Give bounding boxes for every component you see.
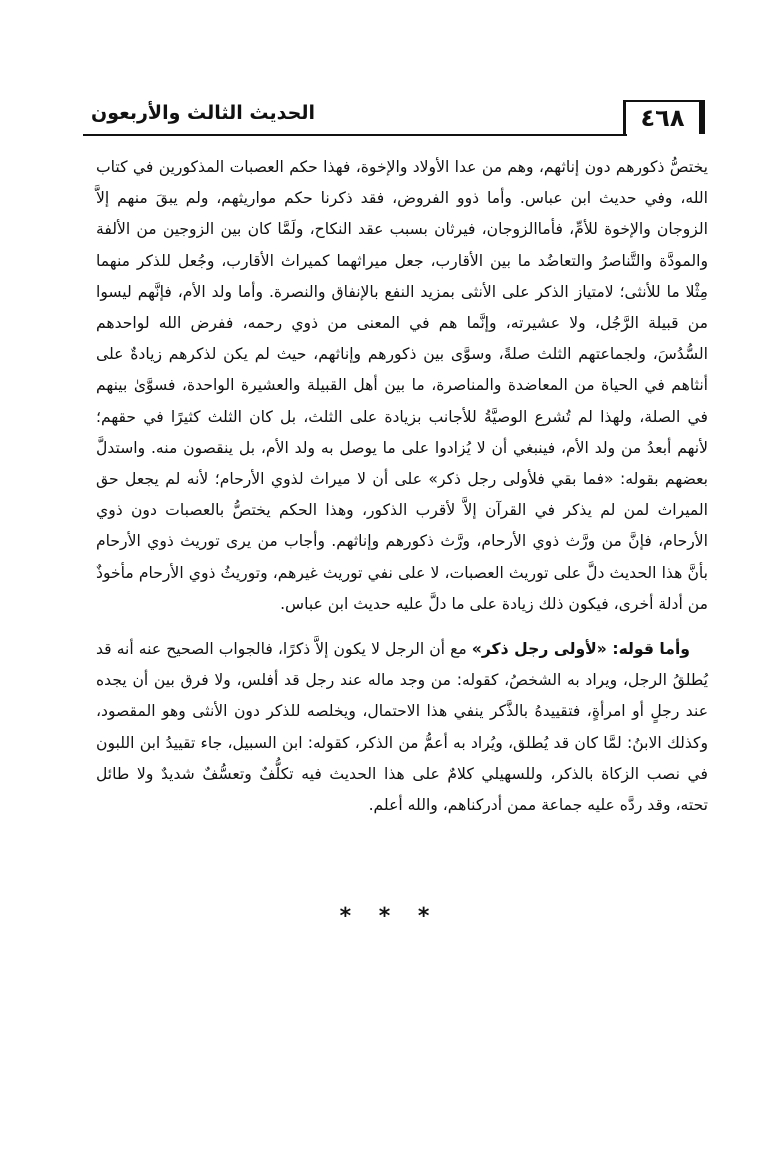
page-header bbox=[83, 96, 705, 140]
body-text bbox=[96, 152, 708, 821]
running-title: الحديث الثالث والأربعون bbox=[91, 102, 315, 124]
paragraph-text: مع أن الرجل لا يكون إلاَّ ذكرًا، فالجواب الصحيح عنه أنه قد يُطلقُ الرجل، ويراد به الشخصُ، كقوله: من وجد ماله عند رجل قد أفلس، ولا فرق بين أن يجده عند رجلٍ أو امرأةٍ، فتقييدهُ بالذَّكر ينفي هذا الاحتمال، ويخلصه للذكر دون الأنثى وهو المقصود، وكذلك الابنُ: لمَّا كان قد يُطلق، ويُراد به أعمُّ من الذكر، كقوله: ابن السبيل، جاء تقييدُ ابن اللبون في نصب الزكاة بالذكر، وللسهيلي كلامٌ على هذا الحديث فيه تكلُّفٌ وتعسُّفٌ شديدٌ ولا طائل تحته، وقد ردَّه عليه جماعة ممن أدركناهم، والله أعلم. bbox=[96, 640, 708, 815]
page-number-text: ٤٦٨ bbox=[640, 104, 685, 132]
paragraph bbox=[96, 634, 708, 821]
paragraph: يختصُّ ذكورهم دون إناثهم، وهم من عدا الأولاد والإخوة، فهذا حكم العصبات المذكورين في كتاب الله، وفي حديث ابن عباس. وأما ذوو الفروض، فقد ذكرنا حكم مواريثهم، ولم يبقَ منهم إلاَّ الزوجان والإخوة للأمِّ، فأماالزوجان، فيرثان بسبب عقد النكاح، ولَمَّا كان بين الزوجين من الألفة والمودَّة والتَّناصرُ والتعاضُد ما بين الأقارب، جعل ميراثهما كميراث الأقارب، وجُعل للذكر منهما مِثْلا ما للأنثى؛ لامتياز الذكر على الأنثى بمزيد النفع بالإنفاق والنصرة. وأما ولد الأم، فإنَّهم ليسوا من قبيلة الرَّجُل، ولا عشيرته، وإنَّما هم في المعنى من ذوي رحمه، ففرض الله لواحدهم السُّدُسَ، ولجماعتهم الثلث صلةً، وسوَّى بين ذكورهم وإناثهم، حيث لم يكن لذكرهم زيادةٌ على أنثاهم في الحياة من المعاضدة والمناصرة، ما بين أهل القبيلة والعشيرة الواحدة، فسوَّىٰ بينهم في الصلة، ولهذا لم تُشرع الوصيَّةُ للأجانب بزيادة على الثلث، بل كان الثلث كثيرًا في حقهم؛ لأنهم أبعدُ من ولد الأم، فينبغي أن لا يُزادوا على ما يوصل به ولد الأم، بل ينقصون منه. واستدلَّ بعضهم بقوله: «فما بقي فلأولى رجل ذكر» على أن لا ميراث لذوي الأرحام؛ لأنه لم يجعل حق الميراث لمن لم يذكر في القرآن إلاَّ لأقرب الذكور، وهذا الحكم يختصُّ بالعصبات دون ذوي الأرحام، فإنَّ من ورَّث ذوي الأرحام، ورَّث ذكورهم وإناثهم. وأجاب من يرى توريث ذوي الأرحام بأنَّ هذا الحديث دلَّ على توريث العصبات، لا على نفي توريث غيرهم، وتوريثُ ذوي الأرحام مأخوذٌ من أدلة أخرى، فيكون ذلك زيادة على ما دلَّ عليه حديث ابن عباس. bbox=[96, 158, 708, 613]
paragraph-lead: وأما قوله: «لأولى رجل ذكر» bbox=[471, 640, 690, 659]
section-ornament: * * * bbox=[339, 904, 440, 929]
page-number bbox=[623, 100, 705, 134]
header-rule bbox=[83, 134, 627, 136]
